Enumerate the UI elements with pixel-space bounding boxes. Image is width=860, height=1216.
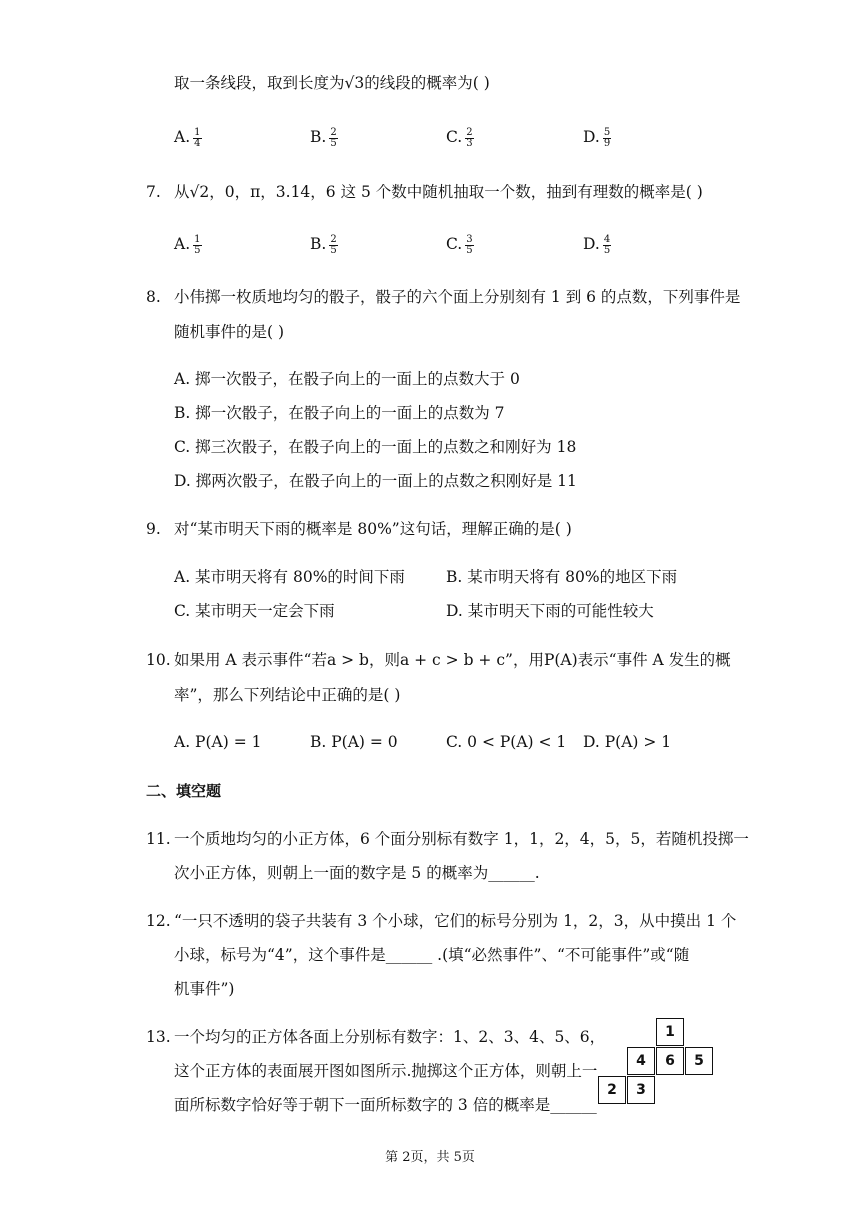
fraction xyxy=(193,128,201,149)
q6-option-c xyxy=(446,126,474,149)
option-letter: A. xyxy=(174,128,191,146)
q8-option-d: D. 掷两次骰子，在骰子向上的一面上的点数之积刚好是 11 xyxy=(174,472,577,490)
numerator: 2 xyxy=(330,126,337,138)
q9-option-b: B. 某市明天将有 80%的地区下雨 xyxy=(446,568,678,586)
numerator: 2 xyxy=(466,126,473,138)
denominator: 4 xyxy=(194,137,201,149)
q13-line1: 一个均匀的正方体各面上分别标有数字：1、2、3、4、5、6， xyxy=(174,1028,606,1046)
option-letter: A. xyxy=(174,235,191,253)
q8-line2: 随机事件的是( ) xyxy=(174,323,285,341)
section-heading-fill-blank: 二、填空题 xyxy=(146,782,222,800)
q9-text: 对“某市明天下雨的概率是 80%”这句话，理解正确的是( ) xyxy=(174,520,572,538)
net-cell: 6 xyxy=(656,1047,684,1075)
denominator: 5 xyxy=(194,244,201,256)
q12-line1: “一只不透明的袋子共装有 3 个小球，它们的标号分别为 1，2，3，从中摸出 1 个 xyxy=(174,912,737,930)
fraction xyxy=(329,128,337,149)
q7-option-d xyxy=(583,233,611,256)
option-letter: D. xyxy=(583,128,600,146)
q8-number: 8. xyxy=(146,288,161,306)
q8-option-b: B. 掷一次骰子，在骰子向上的一面上的点数为 7 xyxy=(174,404,505,422)
denominator: 5 xyxy=(603,244,611,256)
net-cell: 2 xyxy=(598,1076,626,1104)
q9-number: 9. xyxy=(146,520,161,538)
option-letter: B. xyxy=(310,128,327,146)
q10-option-a: A. P(A) = 1 xyxy=(174,733,262,751)
numerator: 1 xyxy=(194,126,201,138)
cube-net-figure xyxy=(598,1018,718,1108)
q6-option-d xyxy=(583,126,611,149)
q7-number: 7. xyxy=(146,183,161,201)
fraction xyxy=(465,235,473,256)
q13-line2: 这个正方体的表面展开图如图所示.抛掷这个正方体，则朝上一 xyxy=(174,1062,598,1080)
q11-number: 11. xyxy=(146,830,171,848)
fraction xyxy=(603,235,611,256)
q9-option-c: C. 某市明天一定会下雨 xyxy=(174,602,335,620)
q8-option-a: A. 掷一次骰子，在骰子向上的一面上的点数大于 0 xyxy=(174,370,520,388)
q10-number: 10. xyxy=(146,651,171,669)
numerator: 1 xyxy=(194,233,201,245)
option-letter: D. xyxy=(583,235,600,253)
q7-option-b xyxy=(310,233,338,256)
option-letter: C. xyxy=(446,128,463,146)
q10-option-d: D. P(A) > 1 xyxy=(583,733,672,751)
q10-line1: 如果用 A 表示事件“若a > b，则a + c > b + c”，用P(A)表示“事件 A 发生的概 xyxy=(174,651,731,669)
denominator: 5 xyxy=(330,137,337,149)
numerator: 4 xyxy=(603,233,611,245)
q10-option-c: C. 0 < P(A) < 1 xyxy=(446,733,567,751)
q10-option-b: B. P(A) = 0 xyxy=(310,733,398,751)
page-footer: 第 2页，共 5页 xyxy=(385,1150,475,1165)
net-cell: 5 xyxy=(685,1047,713,1075)
q7-option-a xyxy=(174,233,202,256)
q9-option-d: D. 某市明天下雨的可能性较大 xyxy=(446,602,654,620)
q12-number: 12. xyxy=(146,912,171,930)
option-letter: B. xyxy=(310,235,327,253)
q12-line2: 小球，标号为“4”，这个事件是______ .(填“必然事件”、“不可能事件”或“随 xyxy=(174,946,690,964)
q12-line3: 机事件”) xyxy=(174,980,235,998)
option-letter: C. xyxy=(446,235,463,253)
q6-option-a xyxy=(174,126,202,149)
fraction xyxy=(465,128,473,149)
denominator: 3 xyxy=(466,137,473,149)
fraction xyxy=(193,235,201,256)
q6-line2: 取一条线段，取到长度为√3的线段的概率为( ) xyxy=(174,74,490,92)
q8-option-c: C. 掷三次骰子，在骰子向上的一面上的点数之和刚好为 18 xyxy=(174,438,577,456)
denominator: 5 xyxy=(466,244,473,256)
q11-line1: 一个质地均匀的小正方体，6 个面分别标有数字 1，1，2，4，5，5，若随机投掷一 xyxy=(174,830,749,848)
numerator: 5 xyxy=(603,126,611,138)
q13-number: 13. xyxy=(146,1028,171,1046)
net-cell: 1 xyxy=(656,1018,684,1046)
net-cell: 4 xyxy=(627,1047,655,1075)
q10-line2: 率”，那么下列结论中正确的是( ) xyxy=(174,686,401,704)
numerator: 2 xyxy=(330,233,337,245)
q13-line3: 面所标数字恰好等于朝下一面所标数字的 3 倍的概率是______ xyxy=(174,1096,597,1114)
q9-option-a: A. 某市明天将有 80%的时间下雨 xyxy=(174,568,405,586)
q11-line2: 次小正方体，则朝上一面的数字是 5 的概率为______. xyxy=(174,864,540,882)
q7-option-c xyxy=(446,233,474,256)
q8-line1: 小伟掷一枚质地均匀的骰子，骰子的六个面上分别刻有 1 到 6 的点数，下列事件是 xyxy=(174,288,741,306)
q7-text: 从√2，0，π，3.14，6 这 5 个数中随机抽取一个数，抽到有理数的概率是( ) xyxy=(174,183,703,201)
denominator: 9 xyxy=(603,137,611,149)
denominator: 5 xyxy=(330,244,337,256)
q6-option-b xyxy=(310,126,338,149)
fraction xyxy=(329,235,337,256)
fraction xyxy=(603,128,611,149)
numerator: 3 xyxy=(466,233,473,245)
net-cell: 3 xyxy=(627,1076,655,1104)
